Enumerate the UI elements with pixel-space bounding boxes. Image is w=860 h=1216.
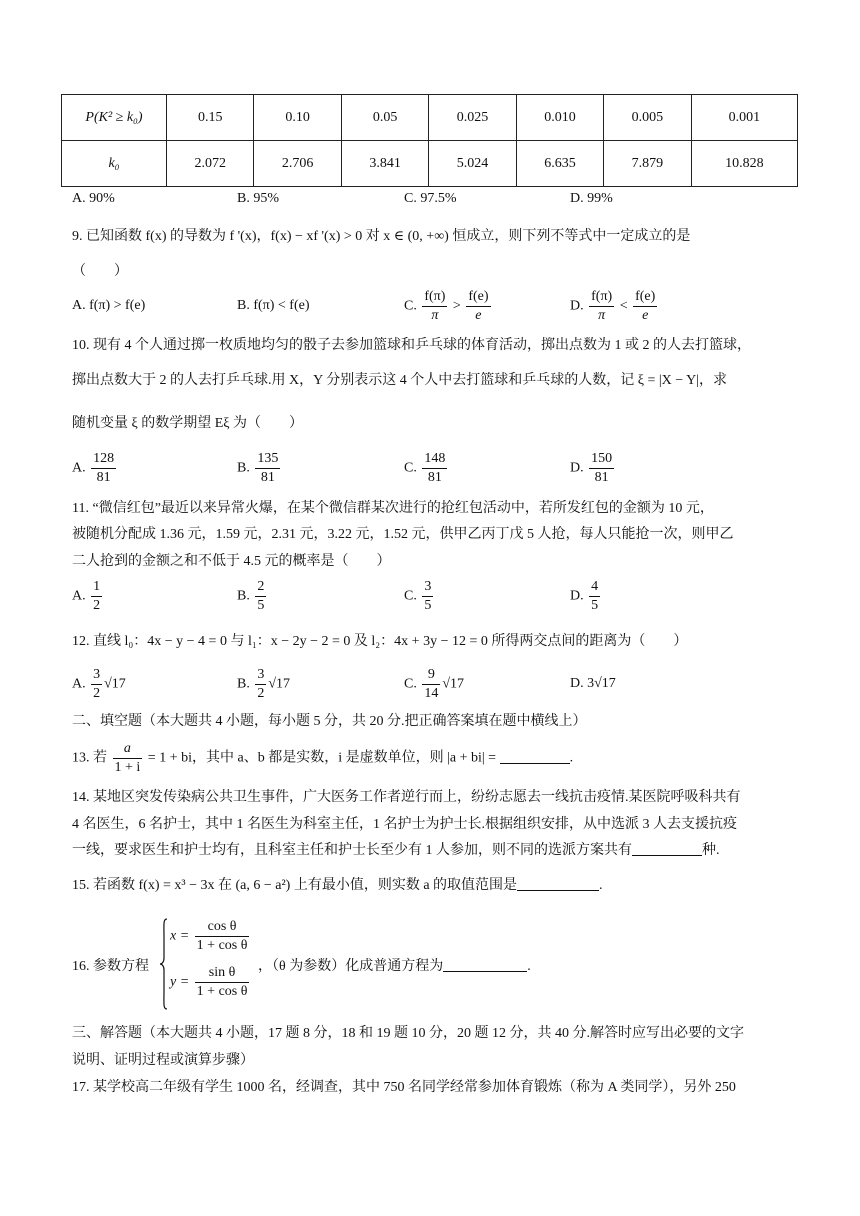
- denominator: 1 + cos θ: [196, 984, 248, 999]
- q9-option-c: [404, 288, 493, 325]
- q11-line-3: 二人抢到的金额之和不低于 4.5 元的概率是（ ）: [72, 554, 391, 569]
- q10-line-3: 随机变量 ξ 的数学期望 Eξ 为（ ）: [72, 416, 304, 431]
- numerator: 2: [255, 578, 266, 597]
- option-label: A.: [72, 588, 86, 604]
- answer-blank: [517, 876, 599, 891]
- option-label: C.: [404, 298, 417, 314]
- fraction: [589, 450, 614, 487]
- q12-option-c: [404, 666, 464, 703]
- denominator: π: [431, 308, 439, 323]
- brace-icon: [160, 918, 168, 1010]
- numerator: 128: [91, 450, 116, 469]
- fraction: [422, 578, 433, 615]
- fraction: [91, 666, 102, 703]
- q11-option-a: [72, 578, 104, 615]
- denominator: 14: [424, 686, 439, 701]
- radical: √17: [442, 676, 465, 692]
- q11-option-c: [404, 578, 435, 615]
- fraction: [255, 450, 280, 487]
- fraction: [422, 288, 447, 325]
- denominator: 2: [93, 598, 101, 613]
- table-cell: 0.010: [516, 95, 603, 141]
- option-label: D.: [570, 676, 584, 691]
- equation-x: [170, 918, 251, 955]
- q12-option-d: [570, 676, 616, 692]
- q12-option-a: [72, 666, 126, 703]
- q16-suffix: [258, 955, 531, 975]
- fraction: [113, 740, 143, 777]
- numerator: 4: [589, 578, 600, 597]
- numerator: 3: [422, 578, 433, 597]
- option-label: B.: [237, 676, 250, 692]
- fraction: [195, 918, 250, 955]
- q8-option-c: C. 97.5%: [404, 191, 457, 206]
- table-cell: P(K² ≥ k₀): [62, 95, 167, 141]
- option-label: B.: [237, 588, 250, 604]
- numerator: 1: [91, 578, 102, 597]
- table-cell: 5.024: [429, 141, 516, 187]
- numerator: 148: [422, 450, 447, 469]
- q13-end: .: [569, 750, 574, 766]
- numerator: 3: [91, 666, 102, 685]
- q14-end: 种.: [702, 843, 720, 858]
- option-label: D.: [570, 298, 584, 314]
- denominator: 5: [257, 598, 265, 613]
- denominator: 81: [96, 470, 111, 485]
- fraction: [91, 450, 116, 487]
- q11-option-d: [570, 578, 602, 615]
- critical-value-table: [61, 94, 798, 187]
- denominator: 5: [424, 598, 432, 613]
- q9-paren: （ ）: [72, 264, 128, 279]
- table-cell: 2.706: [254, 141, 341, 187]
- radical: 3√17: [587, 676, 616, 691]
- numerator: f(e): [633, 288, 657, 307]
- denominator: 5: [591, 598, 599, 613]
- q14-line-1: 14. 某地区突发传染病公共卫生事件，广大医务工作者逆行而上，纷纷志愿去一线抗击疫情.某医院呼吸科共有: [72, 790, 741, 805]
- table-cell: 2.072: [167, 141, 254, 187]
- table-cell: 0.005: [604, 95, 691, 141]
- table-cell: 0.15: [167, 95, 254, 141]
- q10-option-d: [570, 450, 616, 487]
- denominator: 81: [427, 470, 442, 485]
- numerator: 135: [255, 450, 280, 469]
- q17-stem: 17. 某学校高二年级有学生 1000 名，经调查，其中 750 名同学经常参加体育锻炼（称为 A 类同学），另外 250: [72, 1080, 736, 1095]
- q10-line-2: 掷出点数大于 2 的人去打乒乓球.用 X，Y 分别表示这 4 个人中去打篮球和乒乓球的人数，记 ξ = |X − Y|，求: [72, 373, 728, 388]
- denominator: e: [475, 308, 482, 323]
- fraction: [255, 666, 266, 703]
- q15: [72, 876, 603, 896]
- q8-option-a: A. 90%: [72, 191, 115, 206]
- fraction: [422, 666, 440, 703]
- q12-stem: 12. 直线 l₀：4x − y − 4 = 0 与 l₁：x − 2y − 2 = 0 及 l₂：4x + 3y − 12 = 0 所得两交点间的距离为（ ）: [72, 634, 688, 649]
- table-cell: k₀: [62, 141, 167, 187]
- option-label: C.: [404, 588, 417, 604]
- fraction: [633, 288, 657, 325]
- section-3-heading-line-1: 三、解答题（本大题共 4 小题，17 题 8 分，18 和 19 题 10 分，20 题 12 分，共 40 分.解答时应写出必要的文字: [72, 1026, 744, 1041]
- denominator: e: [642, 308, 649, 323]
- table-cell: 7.879: [604, 141, 691, 187]
- q10-option-b: [237, 450, 282, 487]
- table-row: [62, 95, 798, 141]
- section-3-heading-line-2: 说明、证明过程或演算步骤）: [72, 1053, 254, 1068]
- q11-line-1: 11. “微信红包”最近以来异常火爆，在某个微信群某次进行的抢红包活动中，若所发红包的金额为 10 元，: [72, 501, 714, 516]
- option-label: C.: [404, 460, 417, 476]
- q13-prefix: 13. 若: [72, 750, 107, 766]
- q16-prefix: 16. 参数方程: [72, 959, 149, 974]
- q14-text: 一线，要求医生和护士均有，且科室主任和护士长至少有 1 人参加，则不同的选派方案共有: [72, 843, 632, 858]
- operator: >: [452, 298, 461, 314]
- denominator: 1 + i: [114, 760, 141, 775]
- option-label: A.: [72, 676, 86, 692]
- table-cell: 0.025: [429, 95, 516, 141]
- fraction: [91, 578, 102, 615]
- q16-text: ，（θ 为参数）化成普通方程为: [258, 959, 444, 974]
- table-cell: 0.001: [691, 95, 797, 141]
- fraction: [589, 578, 600, 615]
- fraction: [589, 288, 614, 325]
- numerator: f(π): [422, 288, 447, 307]
- numerator: sin θ: [195, 964, 250, 983]
- option-label: D.: [570, 588, 584, 604]
- answer-blank: [443, 957, 527, 972]
- q9-option-b: B. f(π) < f(e): [237, 298, 310, 313]
- denominator: 2: [93, 686, 101, 701]
- answer-blank: [632, 841, 702, 856]
- q9-option-d: [570, 288, 659, 325]
- fraction: [195, 964, 250, 1001]
- q14-line-3: [72, 841, 720, 861]
- numerator: f(e): [466, 288, 490, 307]
- fraction: [255, 578, 266, 615]
- numerator: cos θ: [195, 918, 250, 937]
- numerator: a: [113, 740, 143, 759]
- option-label: A.: [72, 460, 86, 476]
- q11-option-b: [237, 578, 268, 615]
- equation-y: [170, 964, 251, 1001]
- section-2-heading: 二、填空题（本大题共 4 小题，每小题 5 分，共 20 分.把正确答案填在题中横线上）: [72, 714, 587, 729]
- answer-blank: [500, 749, 570, 764]
- equation-lhs: x =: [170, 928, 190, 944]
- table-cell: 6.635: [516, 141, 603, 187]
- q13-text: = 1 + bi，其中 a、b 都是实数，i 是虚数单位，则 |a + bi| =: [147, 750, 497, 766]
- radical: √17: [268, 676, 291, 692]
- fraction: [466, 288, 490, 325]
- numerator: 9: [422, 666, 440, 685]
- option-label: C.: [404, 676, 417, 692]
- numerator: 3: [255, 666, 266, 685]
- denominator: 2: [257, 686, 265, 701]
- denominator: 81: [594, 470, 609, 485]
- table-cell: 0.05: [341, 95, 428, 141]
- numerator: f(π): [589, 288, 614, 307]
- q15-text: 15. 若函数 f(x) = x³ − 3x 在 (a, 6 − a²) 上有最小值，则实数 a 的取值范围是: [72, 878, 518, 893]
- denominator: π: [598, 308, 606, 323]
- q16-end: .: [527, 959, 531, 974]
- denominator: 1 + cos θ: [196, 938, 248, 953]
- q8-option-d: D. 99%: [570, 191, 613, 206]
- option-label: D.: [570, 460, 584, 476]
- denominator: 81: [260, 470, 275, 485]
- numerator: 150: [589, 450, 614, 469]
- q10-option-a: [72, 450, 118, 487]
- q8-option-b: B. 95%: [237, 191, 279, 206]
- fraction: [422, 450, 447, 487]
- table-cell: 3.841: [341, 141, 428, 187]
- q13: [72, 740, 573, 777]
- q15-end: .: [599, 878, 603, 893]
- option-label: B.: [237, 460, 250, 476]
- radical: √17: [104, 676, 126, 692]
- q9-stem: 9. 已知函数 f(x) 的导数为 f '(x)，f(x) − xf '(x) > 0 对 x ∈ (0, +∞) 恒成立，则下列不等式中一定成立的是: [72, 229, 691, 244]
- table-cell: 10.828: [691, 141, 797, 187]
- equation-lhs: y =: [170, 974, 190, 990]
- q10-line-1: 10. 现有 4 个人通过掷一枚质地均匀的骰子去参加篮球和乒乓球的体育活动，掷出点数为 1 或 2 的人去打篮球，: [72, 338, 751, 353]
- q14-line-2: 4 名医生，6 名护士，其中 1 名医生为科室主任，1 名护士为护士长.根据组织安排，从中选派 3 人去支援抗疫: [72, 817, 737, 832]
- q9-option-a: A. f(π) > f(e): [72, 298, 146, 313]
- table-row: [62, 141, 798, 187]
- q11-line-2: 被随机分配成 1.36 元，1.59 元，2.31 元，3.22 元，1.52 元，供甲乙丙丁戊 5 人抢，每人只能抢一次，则甲乙: [72, 527, 734, 542]
- operator: <: [619, 298, 628, 314]
- table-cell: 0.10: [254, 95, 341, 141]
- q10-option-c: [404, 450, 449, 487]
- q12-option-b: [237, 666, 290, 703]
